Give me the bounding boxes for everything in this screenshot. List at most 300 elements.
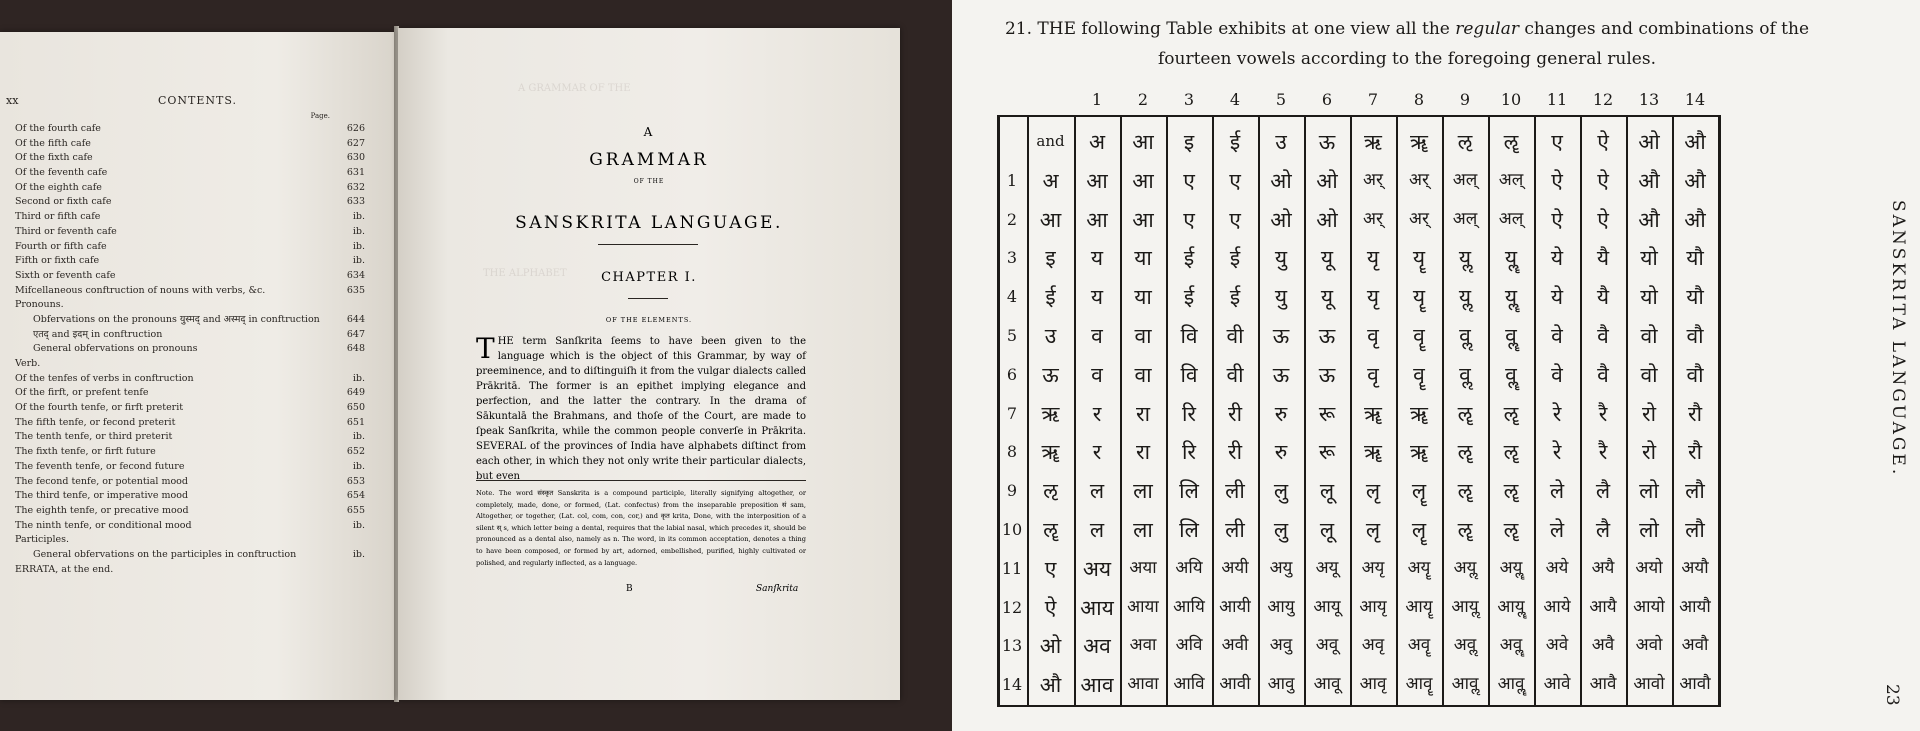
contents-entry-page: 649	[346, 387, 365, 399]
intro-emphasis: regular	[1455, 19, 1519, 39]
row-number: 6	[1006, 364, 1018, 384]
contents-entry-page: ib.	[352, 460, 365, 472]
column-number: 3	[1183, 90, 1195, 109]
contents-entry	[15, 357, 365, 372]
combination-cell: व	[1091, 362, 1103, 387]
body-paragraph: HE term Sanſkrita ſeems to have been given to the language which is the object of this Grammar, by way of preeminence, and to diſtinguiſh it from the vulgar dialects called Prākritā. The former is an epithet implying elegance and perfection, and the latter the contrary. In the drama of Sākuntalā the Brahmans, and thoſe of the Court, are made to ſpeak Sanſkrita, while the common people converſe in Prākrita. SEVERAL of the provinces of India have alphabets diſtinct from each other, in which they not only write their particular dialects, but even	[476, 336, 806, 482]
contents-entry	[15, 151, 365, 166]
vowel-table	[952, 0, 1920, 731]
combination-cell: रि	[1181, 440, 1197, 465]
combination-cell: यृ	[1366, 285, 1380, 310]
title-of-the: OF THE	[633, 178, 665, 185]
combination-cell: आवी	[1219, 674, 1251, 695]
combination-cell: आयी	[1219, 596, 1251, 617]
combination-cell: ॡ	[1503, 401, 1519, 426]
combination-cell: ए	[1183, 168, 1195, 193]
column-number: 8	[1413, 90, 1425, 109]
contents-entry	[15, 372, 365, 387]
combination-cell: आवि	[1173, 674, 1205, 695]
combination-cell: ॠ	[1410, 401, 1428, 426]
row-number: 13	[1001, 636, 1023, 656]
contents-entry-title: The ninth tenfe, or conditional mood	[15, 519, 192, 531]
row-vowel: ऌ	[1043, 479, 1058, 504]
combination-cell: रू	[1318, 401, 1336, 426]
contents-entry-page: 648	[346, 343, 365, 355]
contents-entry-page: 631	[346, 167, 365, 179]
contents-entry-page: ib.	[352, 372, 365, 384]
combination-cell: आवॄ	[1405, 674, 1433, 695]
header-vowel: ऐ	[1597, 130, 1609, 154]
combination-cell: वे	[1551, 324, 1563, 348]
combination-cell: वै	[1597, 324, 1609, 348]
contents-entry	[15, 504, 365, 519]
contents-entry-page: 652	[346, 446, 365, 458]
combination-cell: ॡ	[1457, 401, 1473, 426]
combination-cell: ओ	[1316, 207, 1338, 232]
header-vowel: ऊ	[1318, 130, 1336, 154]
combination-cell: आयौ	[1679, 596, 1711, 617]
combination-cell: व	[1091, 324, 1103, 348]
column-number: 2	[1137, 90, 1149, 109]
combination-cell: अवो	[1635, 635, 1663, 656]
combination-cell: वी	[1226, 324, 1244, 348]
combination-cell: अवी	[1221, 635, 1249, 656]
contents-entry-title: Of the firft, or prefent tenfe	[15, 387, 149, 399]
combination-cell: ऐ	[1551, 168, 1563, 193]
combination-cell: ॡ	[1457, 440, 1473, 465]
contents-entry	[15, 342, 365, 357]
title-language: SANSKRITA LANGUAGE.	[515, 213, 783, 233]
row-number: 14	[1001, 675, 1023, 695]
combination-cell: य	[1090, 246, 1104, 271]
combination-cell: यॢ	[1458, 246, 1472, 271]
combination-cell: लृ	[1365, 518, 1381, 542]
combination-cell: यु	[1274, 285, 1288, 310]
contents-entry-page: 650	[346, 402, 365, 414]
contents-entry-title: The eighth tenfe, or precative mood	[15, 504, 189, 516]
show-through-text: A GRAMMAR OF THE	[518, 83, 631, 94]
contents-entry-page: 653	[346, 475, 365, 487]
row-vowel: आ	[1039, 207, 1062, 232]
contents-entry-title: The feventh tenfe, or fecond future	[15, 460, 185, 472]
combination-cell: ले	[1549, 479, 1565, 504]
combination-cell: ये	[1550, 246, 1564, 271]
contents-entry-title: The fecond tenfe, or potential mood	[15, 475, 188, 487]
column-number: 4	[1229, 90, 1241, 109]
contents-entry-title: The fifth tenfe, or fecond preterit	[15, 416, 176, 428]
contents-entry-page: ib.	[352, 255, 365, 267]
combination-cell: अवृ	[1361, 635, 1385, 656]
contents-entry	[15, 519, 365, 534]
contents-entry-title: The third tenfe, or imperative mood	[15, 490, 189, 502]
combination-cell: यॢ	[1458, 285, 1472, 310]
combination-cell: अवॄ	[1407, 635, 1431, 656]
contents-entry	[15, 166, 365, 181]
column-number: 10	[1500, 90, 1522, 109]
contents-entry	[15, 122, 365, 137]
footnote-rule	[476, 480, 806, 481]
row-number: 3	[1006, 248, 1018, 268]
contents-entry-title: Third or fifth cafe	[15, 211, 101, 223]
signature-mark: B	[626, 584, 633, 594]
combination-cell: रा	[1135, 401, 1151, 426]
combination-cell: आवा	[1127, 674, 1159, 695]
chapter-subheading: OF THE ELEMENTS.	[605, 316, 693, 324]
header-vowel: अ	[1088, 130, 1106, 154]
combination-cell: आवो	[1633, 674, 1665, 695]
combination-cell: री	[1227, 440, 1243, 465]
combination-cell: ली	[1225, 518, 1245, 542]
combination-cell: आयै	[1589, 596, 1617, 617]
combination-cell: लु	[1273, 518, 1289, 542]
contents-entry-title: Verb.	[15, 358, 41, 369]
combination-cell: यृ	[1366, 246, 1380, 271]
combination-cell: वॄ	[1413, 324, 1425, 348]
combination-cell: आ	[1132, 207, 1154, 232]
row-number: 2	[1006, 209, 1018, 229]
contents-header	[0, 94, 395, 108]
combination-cell: लो	[1639, 518, 1659, 542]
title-page	[398, 28, 900, 700]
combination-cell: लृ	[1365, 479, 1381, 504]
contents-entry	[15, 181, 365, 196]
contents-entry	[15, 416, 365, 431]
combination-cell: अर्	[1363, 169, 1383, 190]
contents-entry	[15, 254, 365, 269]
combination-cell: यु	[1274, 246, 1288, 271]
combination-cell: अवै	[1591, 635, 1615, 656]
contents-entry	[15, 386, 365, 401]
title-rule	[598, 244, 698, 245]
combination-cell: यॣ	[1504, 285, 1518, 310]
combination-cell: र	[1092, 440, 1102, 465]
combination-cell: ई	[1229, 246, 1241, 271]
row-vowel: ओ	[1039, 634, 1062, 659]
row-vowel: उ	[1044, 324, 1057, 348]
combination-cell: अर्	[1409, 208, 1429, 229]
combination-cell: अयू	[1315, 557, 1339, 578]
combination-cell: वॢ	[1459, 362, 1471, 387]
combination-cell: ओ	[1270, 207, 1292, 232]
combination-cell: वॣ	[1505, 362, 1517, 387]
contents-entry	[15, 328, 365, 343]
combination-cell: अव	[1083, 634, 1111, 659]
combination-cell: लै	[1595, 479, 1611, 504]
combination-cell: ॠ	[1410, 440, 1428, 465]
combination-cell: आवॣ	[1497, 674, 1525, 695]
combination-cell: लै	[1595, 518, 1611, 542]
contents-entry-title: एतद् and इदम् in conftruction	[33, 328, 163, 340]
combination-cell: या	[1134, 285, 1152, 310]
combination-cell: वौ	[1686, 324, 1704, 348]
combination-cell: औ	[1684, 207, 1706, 232]
combination-cell: रे	[1552, 401, 1562, 426]
contents-entry-page: ib.	[352, 240, 365, 252]
contents-entry-title: Second or fixth cafe	[15, 196, 112, 208]
combination-cell: अवा	[1129, 635, 1157, 656]
header-vowel: ऋ	[1364, 130, 1382, 154]
contents-entry-page: 632	[346, 181, 365, 193]
combination-cell: वॣ	[1505, 324, 1517, 348]
header-vowel: औ	[1684, 130, 1706, 154]
catchword: Sanſkrita	[756, 584, 799, 594]
combination-cell: अया	[1129, 557, 1157, 578]
intro-text-start: THE following Table exhibits at one view all the	[1037, 19, 1450, 39]
combination-cell: अल्	[1498, 208, 1524, 229]
header-vowel: उ	[1275, 130, 1287, 154]
combination-cell: अयृ	[1361, 557, 1385, 578]
combination-cell: ॡ	[1503, 518, 1519, 542]
combination-cell: या	[1134, 246, 1152, 271]
contents-entry-title: Mifcellaneous conftruction of nouns with verbs, &c.	[15, 284, 266, 296]
combination-cell: अवू	[1315, 635, 1339, 656]
combination-cell: आवृ	[1359, 674, 1387, 695]
combination-cell: आव	[1080, 673, 1114, 698]
column-number: 9	[1459, 90, 1471, 109]
combination-cell: अयी	[1221, 557, 1249, 578]
combination-cell: लौ	[1685, 518, 1705, 542]
combination-cell: ल	[1089, 518, 1105, 542]
combination-cell: वो	[1640, 324, 1658, 348]
combination-cell: आवौ	[1679, 674, 1711, 695]
combination-cell: अल्	[1452, 169, 1478, 190]
combination-cell: आ	[1086, 207, 1108, 232]
combination-cell: रौ	[1687, 440, 1703, 465]
contents-entry-page: 626	[346, 123, 365, 134]
contents-entry-page: ib.	[352, 211, 365, 223]
combination-cell: वे	[1551, 362, 1563, 387]
combination-cell: आयो	[1633, 596, 1665, 617]
combination-cell: अयु	[1269, 557, 1293, 578]
row-number: 8	[1006, 442, 1018, 462]
table-vertical-rule	[1718, 115, 1721, 707]
table-bottom-rule	[997, 705, 1721, 707]
combination-cell: ई	[1183, 246, 1195, 271]
intro-text-end: changes and combinations of the fourteen vowels according to the foregoing general rules.	[1158, 19, 1810, 69]
contents-entry	[15, 284, 365, 299]
row-vowel: ऋ	[1041, 401, 1060, 426]
contents-entry-title: Third or feventh cafe	[15, 225, 117, 237]
combination-cell: अये	[1545, 557, 1569, 578]
contents-entry-page: 633	[346, 196, 365, 208]
contents-entry	[15, 137, 365, 152]
combination-cell: यै	[1596, 246, 1610, 271]
page-number: 23	[1882, 684, 1902, 706]
title-a: A	[643, 125, 655, 139]
combination-cell: रो	[1641, 440, 1657, 465]
combination-cell: ला	[1133, 479, 1153, 504]
combination-cell: रा	[1135, 440, 1151, 465]
combination-cell: ऊ	[1318, 362, 1336, 387]
combination-cell: ओ	[1316, 168, 1338, 193]
combination-cell: वा	[1134, 362, 1152, 387]
combination-cell: आ	[1086, 168, 1108, 193]
row-number: 12	[1001, 597, 1023, 617]
contents-entry-page: 644	[346, 313, 365, 325]
combination-cell: लू	[1319, 518, 1335, 542]
row-vowel: ई	[1045, 285, 1056, 310]
contents-entry-page: ib.	[352, 225, 365, 237]
combination-cell: आवू	[1313, 674, 1341, 695]
combination-cell: रु	[1274, 401, 1288, 426]
combination-cell: वॢ	[1459, 324, 1471, 348]
contents-entry-title: Pronouns.	[15, 299, 64, 311]
corner-label: and	[1036, 132, 1065, 150]
combination-cell: यू	[1320, 285, 1334, 310]
combination-cell: अयॣ	[1499, 557, 1523, 578]
combination-cell: वि	[1180, 324, 1198, 348]
contents-entry-title: General obfervations on the participles in conftruction	[33, 548, 297, 560]
combination-cell: यो	[1640, 285, 1658, 310]
contents-entry-title: General obfervations on pronouns	[33, 343, 198, 355]
combination-cell: यौ	[1686, 246, 1704, 271]
combination-cell: अल्	[1452, 208, 1478, 229]
combination-cell: री	[1227, 401, 1243, 426]
combination-cell: ॠ	[1364, 440, 1382, 465]
combination-cell: आयॄ	[1405, 596, 1433, 617]
combination-cell: यौ	[1686, 285, 1704, 310]
combination-cell: वा	[1134, 324, 1152, 348]
header-vowel: ॡ	[1503, 130, 1519, 154]
combination-cell: ऐ	[1597, 168, 1609, 193]
combination-cell: यू	[1320, 246, 1334, 271]
combination-cell: ॡ	[1503, 440, 1519, 465]
contents-entry-page: ib.	[352, 519, 365, 531]
combination-cell: रि	[1181, 401, 1197, 426]
combination-cell: ली	[1225, 479, 1245, 504]
combination-cell: यॣ	[1504, 246, 1518, 271]
combination-cell: ले	[1549, 518, 1565, 542]
contents-entry-title: Of the fourth cafe	[15, 123, 101, 134]
combination-cell: रे	[1552, 440, 1562, 465]
contents-entry-title: Fifth or fixth cafe	[15, 255, 100, 267]
drop-cap: T	[476, 332, 495, 365]
combination-cell: ओ	[1270, 168, 1292, 193]
contents-page-column-label: Page.	[310, 112, 330, 120]
combination-cell: वो	[1640, 362, 1658, 387]
row-number: 1	[1006, 170, 1018, 190]
contents-entry	[15, 430, 365, 445]
combination-cell: यॄ	[1412, 285, 1426, 310]
combination-cell: लॄ	[1411, 479, 1427, 504]
header-vowel: इ	[1183, 130, 1195, 154]
combination-cell: यॄ	[1412, 246, 1426, 271]
combination-cell: यै	[1596, 285, 1610, 310]
contents-entry-page: 630	[346, 152, 365, 164]
row-vowel: अ	[1042, 168, 1059, 193]
column-number: 6	[1321, 90, 1333, 109]
row-vowel: इ	[1045, 246, 1056, 271]
contents-entry-title: Of the fifth cafe	[15, 137, 91, 149]
combination-cell: ॠ	[1364, 401, 1382, 426]
contents-entry	[15, 460, 365, 475]
combination-cell: लि	[1179, 518, 1199, 542]
contents-entry-page: ib.	[352, 431, 365, 443]
contents-entry	[15, 313, 365, 328]
combination-cell: आयॣ	[1497, 596, 1525, 617]
combination-cell: आया	[1127, 596, 1159, 617]
combination-cell: आवु	[1267, 674, 1295, 695]
combination-cell: लो	[1639, 479, 1659, 504]
row-vowel: ऊ	[1042, 362, 1059, 387]
combination-cell: वै	[1597, 362, 1609, 387]
contents-entry-page: 654	[346, 490, 365, 502]
combination-cell: रौ	[1687, 401, 1703, 426]
combination-cell: अवॣ	[1499, 635, 1523, 656]
combination-cell: अयॢ	[1453, 557, 1477, 578]
contents-entry	[15, 298, 365, 313]
header-vowel: आ	[1132, 130, 1154, 154]
combination-cell: ऊ	[1272, 362, 1290, 387]
combination-cell: वॄ	[1413, 362, 1425, 387]
header-vowel: ओ	[1638, 130, 1660, 154]
combination-cell: आयि	[1173, 596, 1205, 617]
contents-entry	[15, 445, 365, 460]
row-number: 5	[1006, 326, 1018, 345]
combination-cell: वी	[1226, 362, 1244, 387]
combination-cell: लि	[1179, 479, 1199, 504]
combination-cell: औ	[1638, 168, 1660, 193]
combination-cell: आवॢ	[1451, 674, 1479, 695]
contents-entry	[15, 195, 365, 210]
contents-entry-title: Sixth or feventh cafe	[15, 269, 116, 281]
contents-entry-title: Of the eighth cafe	[15, 181, 102, 193]
column-number: 12	[1592, 90, 1614, 109]
combination-cell: आवै	[1589, 674, 1617, 695]
combination-cell: ऊ	[1318, 324, 1336, 348]
combination-cell: ए	[1229, 168, 1241, 193]
combination-cell: अल्	[1498, 169, 1524, 190]
combination-cell: आय	[1080, 595, 1114, 620]
combination-cell: ए	[1183, 207, 1195, 232]
combination-cell: ए	[1229, 207, 1241, 232]
row-vowel: औ	[1039, 673, 1062, 698]
combination-cell: वृ	[1367, 362, 1379, 387]
row-vowel: ए	[1044, 556, 1057, 581]
contents-entry-page: 647	[346, 328, 365, 340]
combination-cell: रू	[1318, 440, 1336, 465]
combination-cell: ॡ	[1457, 479, 1473, 504]
running-title: SANSKRITA LANGUAGE.	[1888, 200, 1908, 478]
contents-entry	[15, 489, 365, 504]
chapter-rule	[628, 298, 668, 299]
contents-entry-page: ib.	[352, 548, 365, 560]
row-vowel: ऐ	[1044, 595, 1057, 620]
contents-entry-page: 634	[346, 269, 365, 281]
show-through-text: THE ALPHABET	[483, 268, 567, 279]
combination-cell: वौ	[1686, 362, 1704, 387]
contents-entry-title: Of the fourth tenfe, or firft preterit	[15, 402, 184, 414]
contents-list	[15, 122, 365, 577]
column-number: 13	[1638, 90, 1660, 109]
combination-cell: ऐ	[1597, 207, 1609, 232]
combination-cell: अयौ	[1681, 557, 1709, 578]
combination-cell: अवॢ	[1453, 635, 1477, 656]
column-number: 11	[1546, 90, 1568, 109]
column-number: 14	[1684, 90, 1706, 109]
section-number: 21.	[1004, 19, 1033, 39]
row-number: 7	[1006, 403, 1018, 423]
contents-entry-title: ERRATA, at the end.	[15, 563, 114, 575]
chapter-heading: CHAPTER I.	[601, 270, 697, 285]
contents-entry-page: 651	[346, 416, 365, 428]
contents-entry	[15, 269, 365, 284]
contents-entry-page: 655	[346, 504, 365, 516]
contents-entry	[15, 533, 365, 548]
combination-cell: अर्	[1363, 208, 1383, 229]
combination-cell: अर्	[1409, 169, 1429, 190]
contents-entry	[15, 225, 365, 240]
